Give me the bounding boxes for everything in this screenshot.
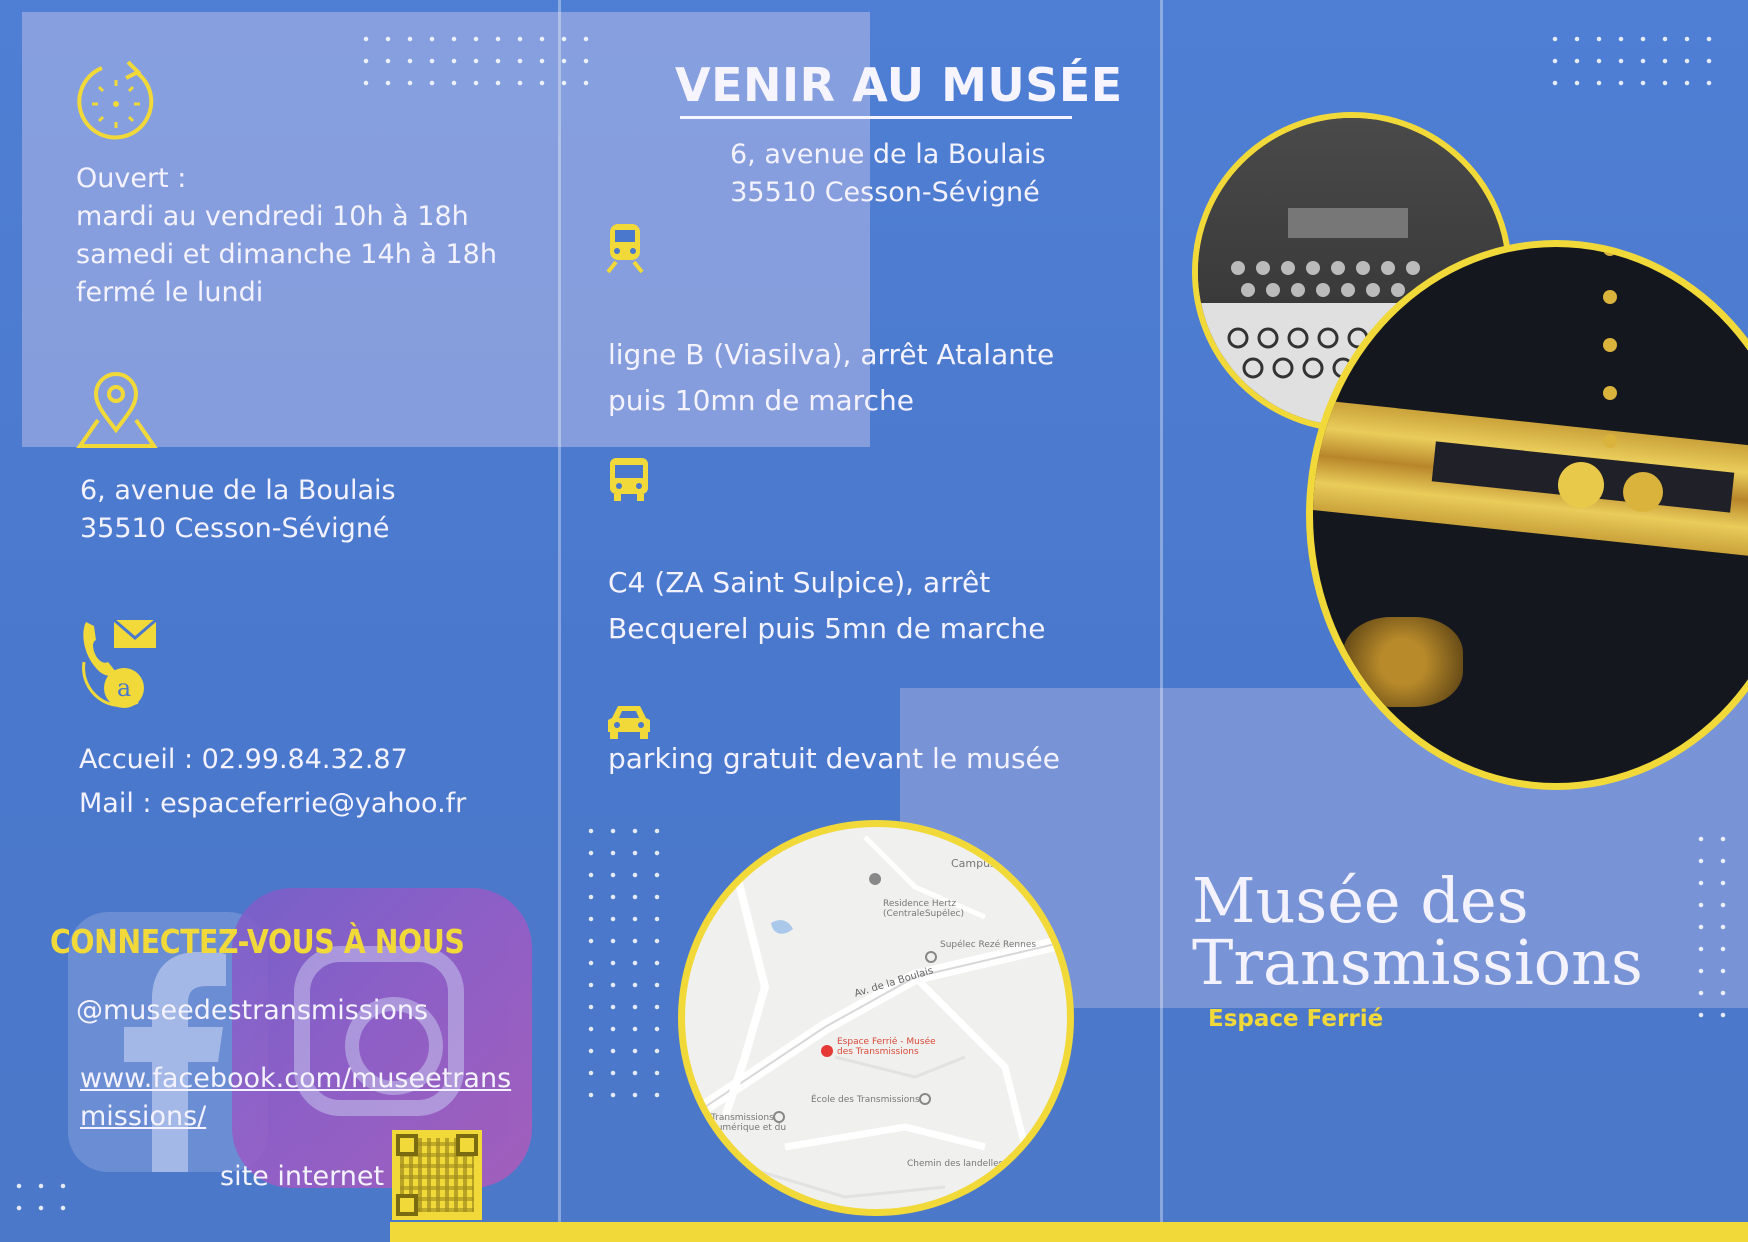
instagram-handle[interactable]: @museedestransmissions	[76, 995, 429, 1026]
qr-code[interactable]	[392, 1130, 482, 1220]
fold-line-right	[1160, 0, 1163, 1242]
parking-info: parking gratuit devant le musée	[608, 742, 1061, 775]
bus-icon	[606, 456, 652, 502]
left-address-street: 6, avenue de la Boulais	[80, 475, 396, 506]
social-heading: CONNECTEZ-VOUS À NOUS	[50, 922, 465, 961]
map-label-chemin: Chemin des landelles	[907, 1159, 1004, 1169]
facebook-link-line-1[interactable]: www.facebook.com/museetrans	[80, 1063, 512, 1094]
museum-line-2: des Transmissions	[837, 1047, 919, 1057]
transmissions-line-1: Transmissions	[711, 1113, 774, 1123]
museum-line-1: Espace Ferrié - Musée	[837, 1037, 936, 1047]
residence-line-1: Residence Hertz	[883, 899, 957, 909]
hours-line-weekday: mardi au vendredi 10h à 18h	[76, 201, 469, 232]
mail-address[interactable]: Mail : espaceferrie@yahoo.fr	[79, 788, 467, 819]
museum-subtitle: Espace Ferrié	[1208, 1006, 1384, 1032]
hours-line-closed: fermé le lundi	[76, 277, 264, 308]
dots-top-right	[1544, 28, 1724, 100]
dots-bottom-left	[8, 1175, 73, 1220]
opening-hours	[76, 160, 497, 312]
hours-label: Ouvert :	[76, 163, 187, 194]
metro-walk: puis 10mn de marche	[608, 384, 914, 417]
phone-mail-icon	[78, 614, 162, 712]
metro-line: ligne B (Viasilva), arrêt Atalante	[608, 338, 1055, 371]
museum-title-line-1: Musée des	[1192, 864, 1529, 937]
bus-info	[608, 560, 1046, 652]
facebook-link-line-2[interactable]: missions/	[80, 1101, 207, 1132]
residence-line-2: (CentraleSupélec)	[883, 909, 964, 919]
phone-number[interactable]: Accueil : 02.99.84.32.87	[79, 744, 408, 775]
dots-top-left	[355, 28, 605, 100]
museum-title	[1192, 864, 1643, 999]
map-label-road: Av. de la Boulais	[853, 965, 935, 1000]
svg-text:a: a	[116, 674, 132, 702]
venir-title: VENIR AU MUSÉE	[675, 58, 1123, 112]
bus-line: C4 (ZA Saint Sulpice), arrêt	[608, 566, 991, 599]
dots-right-edge	[1690, 828, 1735, 1028]
bus-walk: Becquerel puis 5mn de marche	[608, 612, 1046, 645]
map-label-ecole: École des Transmissions	[811, 1095, 920, 1105]
bottom-yellow-bar	[390, 1222, 1748, 1242]
location-pin-icon	[76, 368, 158, 450]
map-label-transmissions	[711, 1113, 786, 1133]
clock-icon	[74, 54, 160, 144]
map-label-campus: Campus	[951, 857, 996, 870]
map[interactable]	[678, 820, 1074, 1216]
middle-address-city: 35510 Cesson-Sévigné	[730, 177, 1040, 208]
fold-line-left	[558, 0, 561, 1242]
metro-info	[608, 332, 1054, 424]
museum-title-line-2: Transmissions	[1192, 926, 1643, 999]
left-address-city: 35510 Cesson-Sévigné	[80, 513, 390, 544]
map-label-supelec: Supélec Rezé Rennes	[940, 940, 1037, 950]
map-label-museum	[837, 1037, 936, 1057]
hours-line-weekend: samedi et dimanche 14h à 18h	[76, 239, 497, 270]
map-roads	[685, 827, 1067, 1209]
train-icon	[604, 222, 646, 274]
facebook-link[interactable]	[80, 1060, 511, 1136]
dots-middle-left	[580, 820, 670, 1110]
map-label-residence	[883, 899, 964, 919]
title-underline	[680, 116, 1072, 119]
middle-address-street: 6, avenue de la Boulais	[730, 139, 1046, 170]
left-address	[80, 472, 396, 548]
middle-address	[730, 136, 1046, 212]
site-internet-label: site internet	[220, 1161, 385, 1192]
car-icon	[606, 702, 652, 740]
transmissions-line-2: numérique et du	[711, 1123, 787, 1133]
contact-info	[79, 738, 466, 826]
